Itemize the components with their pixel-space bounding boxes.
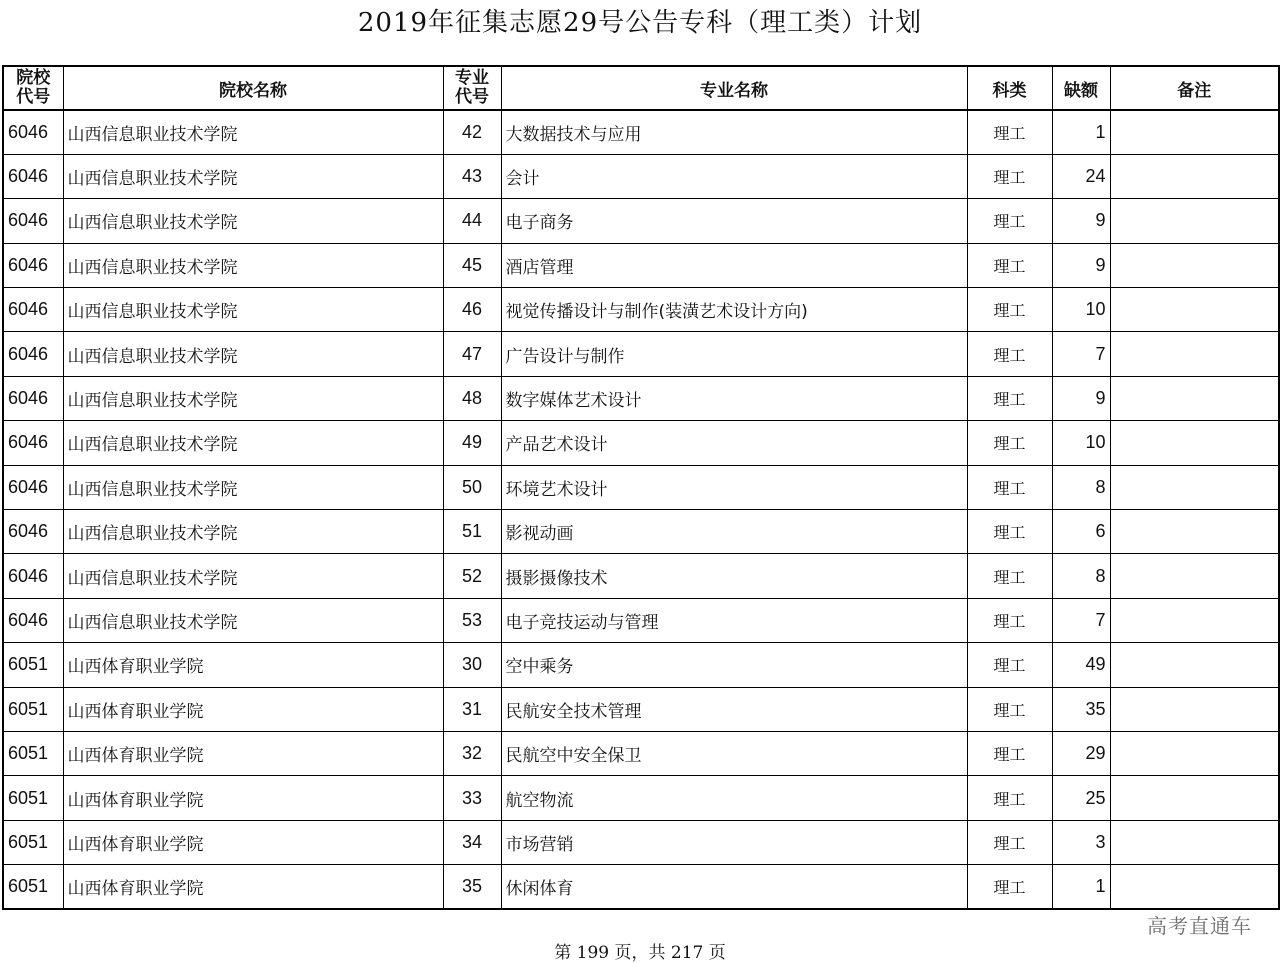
- cell-category: 理工: [967, 731, 1052, 775]
- table-row: [3, 465, 1279, 509]
- cell-school-code: 6046: [3, 199, 63, 243]
- cell-category: 理工: [967, 776, 1052, 820]
- header-major-code-line2: 代号: [455, 87, 489, 107]
- cell-school-name: 山西体育职业学院: [63, 865, 443, 909]
- header-major-code-line1: 专业: [455, 68, 489, 88]
- cell-note: [1110, 776, 1279, 820]
- cell-note: [1110, 110, 1279, 154]
- table-row: [3, 376, 1279, 420]
- cell-major-name: 大数据技术与应用: [501, 110, 967, 154]
- cell-school-name: 山西体育职业学院: [63, 643, 443, 687]
- cell-school-code: 6051: [3, 643, 63, 687]
- cell-major-code: 34: [443, 820, 501, 864]
- cell-major-code: 32: [443, 731, 501, 775]
- table-row: [3, 199, 1279, 243]
- cell-major-code: 52: [443, 554, 501, 598]
- cell-major-code: 31: [443, 687, 501, 731]
- cell-category: 理工: [967, 110, 1052, 154]
- cell-major-name: 影视动画: [501, 510, 967, 554]
- header-major-code: [443, 66, 501, 110]
- header-school-code-line1: 院校: [16, 68, 51, 88]
- cell-major-code: 46: [443, 288, 501, 332]
- cell-school-name: 山西信息职业技术学院: [63, 510, 443, 554]
- cell-quota: 3: [1052, 820, 1110, 864]
- cell-category: 理工: [967, 510, 1052, 554]
- cell-note: [1110, 465, 1279, 509]
- cell-major-name: 市场营销: [501, 820, 967, 864]
- cell-major-name: 广告设计与制作: [501, 332, 967, 376]
- cell-quota: 10: [1052, 421, 1110, 465]
- page-footer: 第 199 页，共 217 页: [554, 943, 726, 963]
- table-body: [3, 110, 1279, 909]
- cell-school-name: 山西信息职业技术学院: [63, 554, 443, 598]
- cell-school-code: 6046: [3, 554, 63, 598]
- cell-school-code: 6046: [3, 332, 63, 376]
- cell-school-code: 6051: [3, 687, 63, 731]
- cell-major-code: 35: [443, 865, 501, 909]
- table-row: [3, 110, 1279, 154]
- cell-major-name: 民航空中安全保卫: [501, 731, 967, 775]
- cell-major-code: 33: [443, 776, 501, 820]
- cell-note: [1110, 687, 1279, 731]
- cell-school-code: 6046: [3, 376, 63, 420]
- cell-major-name: 酒店管理: [501, 243, 967, 287]
- cell-quota: 49: [1052, 643, 1110, 687]
- cell-category: 理工: [967, 421, 1052, 465]
- table-row: [3, 243, 1279, 287]
- cell-quota: 9: [1052, 376, 1110, 420]
- cell-category: 理工: [967, 598, 1052, 642]
- cell-note: [1110, 332, 1279, 376]
- admission-plan-table: [2, 65, 1280, 910]
- table-row: [3, 332, 1279, 376]
- cell-major-code: 51: [443, 510, 501, 554]
- cell-school-name: 山西体育职业学院: [63, 687, 443, 731]
- table-row: [3, 820, 1279, 864]
- cell-school-code: 6046: [3, 154, 63, 198]
- cell-note: [1110, 421, 1279, 465]
- cell-school-code: 6051: [3, 731, 63, 775]
- cell-major-code: 30: [443, 643, 501, 687]
- cell-note: [1110, 288, 1279, 332]
- cell-major-code: 49: [443, 421, 501, 465]
- cell-school-name: 山西信息职业技术学院: [63, 110, 443, 154]
- cell-school-name: 山西信息职业技术学院: [63, 243, 443, 287]
- cell-note: [1110, 554, 1279, 598]
- watermark: 高考直通车: [1147, 914, 1252, 938]
- cell-major-name: 电子竞技运动与管理: [501, 598, 967, 642]
- cell-major-code: 42: [443, 110, 501, 154]
- cell-category: 理工: [967, 154, 1052, 198]
- cell-school-code: 6046: [3, 598, 63, 642]
- cell-quota: 9: [1052, 199, 1110, 243]
- table-row: [3, 554, 1279, 598]
- cell-category: 理工: [967, 865, 1052, 909]
- cell-school-code: 6046: [3, 510, 63, 554]
- cell-school-name: 山西体育职业学院: [63, 776, 443, 820]
- table-row: [3, 598, 1279, 642]
- header-note: 备注: [1110, 66, 1279, 110]
- cell-category: 理工: [967, 465, 1052, 509]
- cell-quota: 7: [1052, 598, 1110, 642]
- table-row: [3, 421, 1279, 465]
- cell-quota: 35: [1052, 687, 1110, 731]
- cell-major-code: 45: [443, 243, 501, 287]
- cell-major-code: 53: [443, 598, 501, 642]
- cell-school-code: 6046: [3, 465, 63, 509]
- cell-major-code: 47: [443, 332, 501, 376]
- cell-category: 理工: [967, 288, 1052, 332]
- header-category: 科类: [967, 66, 1052, 110]
- cell-quota: 7: [1052, 332, 1110, 376]
- cell-school-code: 6046: [3, 288, 63, 332]
- cell-note: [1110, 865, 1279, 909]
- cell-quota: 8: [1052, 465, 1110, 509]
- cell-quota: 29: [1052, 731, 1110, 775]
- cell-major-name: 摄影摄像技术: [501, 554, 967, 598]
- cell-note: [1110, 154, 1279, 198]
- cell-category: 理工: [967, 820, 1052, 864]
- cell-major-name: 民航安全技术管理: [501, 687, 967, 731]
- cell-category: 理工: [967, 376, 1052, 420]
- cell-school-name: 山西信息职业技术学院: [63, 376, 443, 420]
- table-header-row: [3, 66, 1279, 110]
- cell-school-name: 山西体育职业学院: [63, 731, 443, 775]
- table-row: [3, 776, 1279, 820]
- cell-category: 理工: [967, 243, 1052, 287]
- cell-note: [1110, 510, 1279, 554]
- header-school-code-line2: 代号: [16, 87, 51, 107]
- table-row: [3, 510, 1279, 554]
- cell-note: [1110, 199, 1279, 243]
- cell-quota: 1: [1052, 865, 1110, 909]
- cell-quota: 9: [1052, 243, 1110, 287]
- cell-category: 理工: [967, 643, 1052, 687]
- cell-school-code: 6051: [3, 865, 63, 909]
- cell-major-name: 空中乘务: [501, 643, 967, 687]
- cell-school-name: 山西信息职业技术学院: [63, 598, 443, 642]
- cell-school-name: 山西信息职业技术学院: [63, 421, 443, 465]
- cell-school-name: 山西信息职业技术学院: [63, 199, 443, 243]
- cell-quota: 24: [1052, 154, 1110, 198]
- cell-school-code: 6051: [3, 820, 63, 864]
- header-quota: 缺额: [1052, 66, 1110, 110]
- cell-note: [1110, 376, 1279, 420]
- cell-note: [1110, 598, 1279, 642]
- cell-major-name: 产品艺术设计: [501, 421, 967, 465]
- cell-school-name: 山西体育职业学院: [63, 820, 443, 864]
- cell-quota: 25: [1052, 776, 1110, 820]
- cell-note: [1110, 643, 1279, 687]
- cell-school-code: 6046: [3, 421, 63, 465]
- cell-school-name: 山西信息职业技术学院: [63, 465, 443, 509]
- table-row: [3, 865, 1279, 909]
- header-school-name: 院校名称: [63, 66, 443, 110]
- cell-major-name: 休闲体育: [501, 865, 967, 909]
- header-major-name: 专业名称: [501, 66, 967, 110]
- cell-major-name: 数字媒体艺术设计: [501, 376, 967, 420]
- cell-major-code: 43: [443, 154, 501, 198]
- table-row: [3, 731, 1279, 775]
- cell-quota: 10: [1052, 288, 1110, 332]
- cell-school-name: 山西信息职业技术学院: [63, 154, 443, 198]
- cell-note: [1110, 243, 1279, 287]
- cell-major-name: 电子商务: [501, 199, 967, 243]
- table-row: [3, 288, 1279, 332]
- cell-school-code: 6051: [3, 776, 63, 820]
- cell-quota: 8: [1052, 554, 1110, 598]
- page-title: 2019年征集志愿29号公告专科（理工类）计划: [357, 8, 923, 38]
- header-school-code: [3, 66, 63, 110]
- cell-major-name: 航空物流: [501, 776, 967, 820]
- cell-quota: 6: [1052, 510, 1110, 554]
- table-row: [3, 154, 1279, 198]
- cell-category: 理工: [967, 332, 1052, 376]
- cell-school-code: 6046: [3, 110, 63, 154]
- cell-major-name: 会计: [501, 154, 967, 198]
- cell-major-code: 44: [443, 199, 501, 243]
- cell-major-code: 48: [443, 376, 501, 420]
- cell-note: [1110, 731, 1279, 775]
- cell-category: 理工: [967, 687, 1052, 731]
- table-row: [3, 687, 1279, 731]
- cell-major-name: 视觉传播设计与制作(装潢艺术设计方向): [501, 288, 967, 332]
- cell-school-name: 山西信息职业技术学院: [63, 332, 443, 376]
- cell-school-name: 山西信息职业技术学院: [63, 288, 443, 332]
- cell-category: 理工: [967, 199, 1052, 243]
- cell-school-code: 6046: [3, 243, 63, 287]
- table-row: [3, 643, 1279, 687]
- cell-note: [1110, 820, 1279, 864]
- cell-category: 理工: [967, 554, 1052, 598]
- cell-major-name: 环境艺术设计: [501, 465, 967, 509]
- cell-major-code: 50: [443, 465, 501, 509]
- cell-quota: 1: [1052, 110, 1110, 154]
